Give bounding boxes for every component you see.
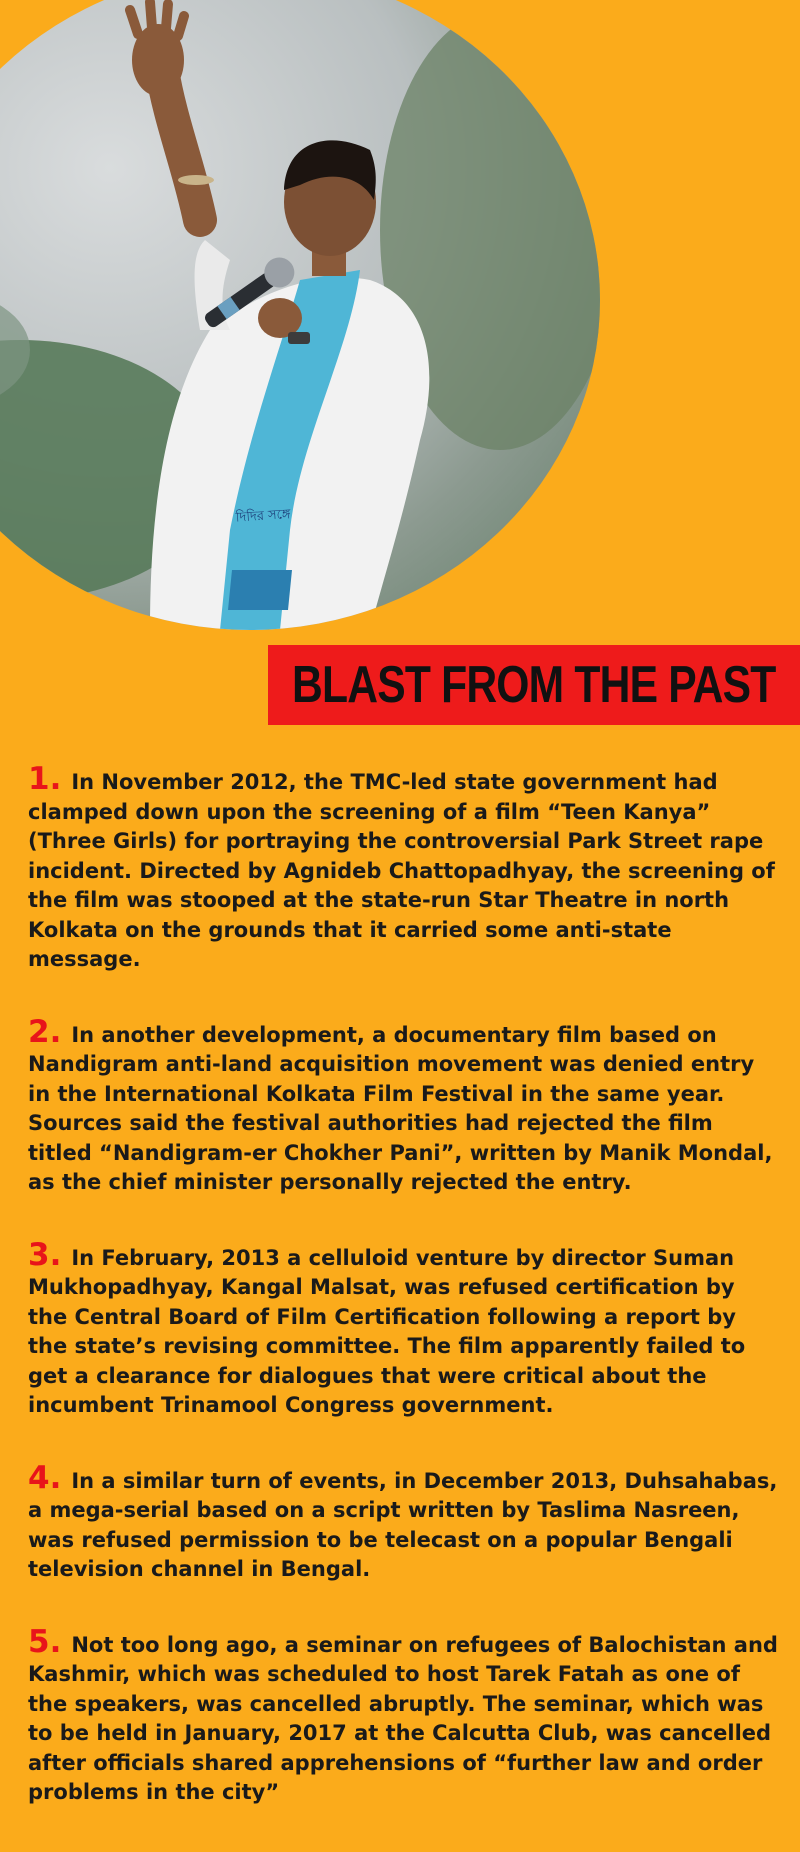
item-text: In February, 2013 a celluloid venture by director Suman Mukhopadhyay, Kangal Malsat, was refused certification by the Central Board of Film Certification following a report by the state’s revising committee. The film apparently failed to get a clearance for dialogues that were critical about the incumbent Trinamool Congress government.	[28, 1245, 746, 1417]
item-text: Not too long ago, a seminar on refugees of Balochistan and Kashmir, which was scheduled to host Tarek Fatah as one of the speakers, was cancelled abruptly. The seminar, which was to be held in January, 2017 at the Calcutta Club, was cancelled after officials shared apprehensions of “further law and order problems in the city”	[28, 1632, 778, 1804]
photo-circle	[0, 0, 600, 630]
item-number: 1.	[28, 761, 62, 797]
list-item	[28, 1236, 780, 1421]
sash-text: দিদির সঙ্গে	[235, 506, 292, 526]
item-text: In a similar turn of events, in December 2013, Duhsahabas, a mega-serial based on a script written by Taslima Nasreen, was refused permission to be telecast on a popular Bengali television channel in Bengal.	[28, 1468, 778, 1581]
page-title: BLAST FROM THE PAST	[292, 656, 776, 714]
item-text: In November 2012, the TMC-led state government had clamped down upon the screening of a film “Teen Kanya” (Three Girls) for portraying the controversial Park Street rape incident. Directed by Agnideb Chattopadhyay, the screening of the film was stooped at the state-run Star Theatre in north Kolkata on the grounds that it carried some anti-state message.	[28, 770, 775, 971]
item-text: In another development, a documentary film based on Nandigram anti-land acquisition movement was denied entry in the International Kolkata Film Festival in the same year. Sources said the festival authorities had rejected the film titled “Nandigram-er Chokher Pani”, written by Manik Mondal, as the chief minister personally rejected the entry.	[28, 1022, 773, 1194]
list-item	[28, 1013, 780, 1198]
fact-list	[28, 761, 780, 1851]
item-number: 2.	[28, 1013, 62, 1050]
title-banner	[268, 645, 800, 725]
list-item	[28, 1623, 780, 1808]
list-item	[28, 761, 780, 975]
list-item	[28, 1459, 780, 1585]
item-number: 5.	[28, 1623, 62, 1660]
item-number: 3.	[28, 1236, 62, 1273]
woman-photo-illustration	[0, 0, 600, 630]
item-number: 4.	[28, 1459, 62, 1496]
